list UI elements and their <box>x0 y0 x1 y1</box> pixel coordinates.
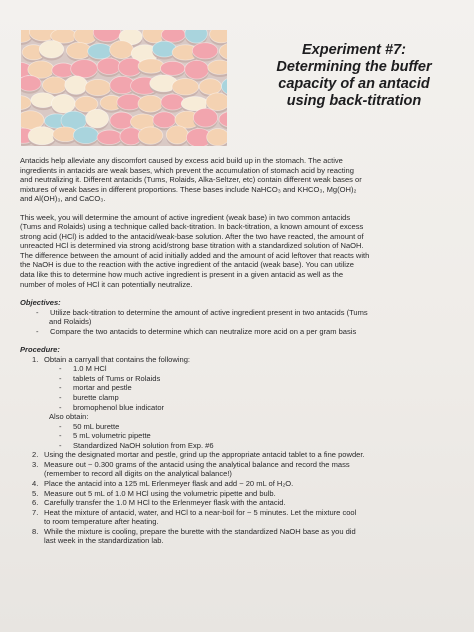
page-title <box>248 42 460 110</box>
antacid-tablets-photo <box>21 30 227 146</box>
also-obtain-list <box>20 422 458 451</box>
intro-line: and Al(OH)₃, and CaCO₃. <box>20 194 106 204</box>
procedure-step: 6. Carefully transfer the 1.0 M HCl to the Erlenmeyer flask with the antacid. <box>32 498 286 508</box>
list-item: - mortar and pestle <box>59 383 132 393</box>
procedure-heading: Procedure: <box>20 345 60 355</box>
procedure-steps-list <box>20 450 458 545</box>
list-item: - bromophenol blue indicator <box>59 402 165 412</box>
list-item: - 50 mL burette <box>59 421 120 431</box>
tablet-shape <box>138 127 163 146</box>
tablet-shape <box>73 127 98 146</box>
tablet-shape <box>210 30 227 45</box>
tablet-shape <box>39 41 63 61</box>
dash-bullet: - <box>59 373 62 383</box>
dash-bullet: - <box>59 383 62 393</box>
list-item: - 1.0 M HCl <box>59 364 107 374</box>
intro-line: mixtures of weak bases in different proportions. These bases include NaHCO₃ and KHCO₃, Mg(OH)₂ <box>20 184 357 194</box>
method-line: unreacted HCl is determined via strong acid/strong base titration with a standardized solution of NaOH. <box>20 241 364 251</box>
objective-item: - Utilize back-titration to determine the amount of active ingredient present in two antacids (Tums <box>36 307 368 317</box>
dash-bullet: - <box>59 364 62 374</box>
objectives-heading: Objectives: <box>20 298 61 308</box>
tablet-shape <box>97 58 121 77</box>
procedure-step-continued: to room temperature after heating. <box>44 517 159 527</box>
tablet-shape <box>192 43 218 62</box>
procedure-step: 8. While the mixture is cooling, prepare the burette with the standardized NaOH base as you did <box>32 526 356 536</box>
list-item: - Standardized NaOH solution from Exp. #6 <box>59 440 214 450</box>
procedure-step: 7. Heat the mixture of antacid, water, and HCl to a near-boil for ~ 5 minutes. Let the mixture cool <box>32 507 357 517</box>
intro-paragraph <box>20 156 458 204</box>
procedure-step: 4. Place the antacid into a 125 mL Erlenmeyer flask and add ~ 20 mL of H₂O. <box>32 478 294 488</box>
dash-bullet: - <box>59 440 62 450</box>
procedure-section <box>20 345 458 545</box>
tablet-shape <box>138 95 163 114</box>
method-line: the NaOH is due to the reaction with the active ingredient of the antacid (weak base). You can utilize <box>20 260 354 270</box>
procedure-step-continued: (remember to record all digits on the analytical balance!) <box>44 469 232 479</box>
intro-line: Antacids help alleviate any discomfort caused by excess acid build up in the stomach. The active <box>20 156 343 165</box>
title-line-1: Experiment #7: <box>302 42 406 58</box>
dash-bullet: - <box>59 402 62 412</box>
tablet-shape <box>161 94 184 112</box>
tablet-shape <box>21 76 41 94</box>
procedure-step: 5. Measure out 5 mL of 1.0 M HCl using the volumetric pipette and bulb. <box>32 488 276 498</box>
tablet-shape <box>166 126 188 146</box>
tablet-shape <box>219 43 227 62</box>
method-line: The difference between the amount of acid initially added and the amount of acid leftover that reacts with <box>20 250 370 260</box>
procedure-step: 1. Obtain a carryall that contains the following: <box>32 354 190 364</box>
tablet-shape <box>21 96 31 113</box>
method-line: data like this to determine how much active ingredient is present in a given antacid as well as the <box>20 270 344 280</box>
title-line-4: using back-titration <box>286 93 422 109</box>
method-line: number of moles of HCl it can potentially neutralize. <box>20 279 193 289</box>
antacid-tablets-illustration <box>21 30 227 146</box>
intro-line: ingredients in antacids are weak bases, which prevent the accumulation of stomach acid by reacting <box>20 165 354 175</box>
dash-bullet: - <box>36 307 39 317</box>
method-line: (Tums and Rolaids) using a technique called back-titration. In back-titration, a known amount of excess <box>20 222 364 232</box>
dash-bullet: - <box>59 421 62 431</box>
objective-item-continued: and Rolaids) <box>49 317 92 327</box>
procedure-step: 2. Using the designated mortar and pestle, grind up the appropriate antacid tablet to a fine powder. <box>32 450 365 460</box>
tablet-shape <box>219 111 227 130</box>
tablet-shape <box>65 76 88 97</box>
list-item: - 5 mL volumetric pipette <box>59 431 151 441</box>
tablet-shape <box>138 59 164 76</box>
tablet-shape <box>208 60 227 77</box>
dash-bullet: - <box>59 393 62 403</box>
list-item: - burette clamp <box>59 393 119 403</box>
method-line: This week, you will determine the amount of active ingredient (weak base) in two common antacids <box>20 212 351 222</box>
dash-bullet: - <box>59 431 62 441</box>
title-line-3: capacity of an antacid <box>278 76 430 92</box>
objective-item: - Compare the two antacids to determine which can neutralize more acid on a per gram basis <box>36 326 357 336</box>
tablet-shape <box>97 130 122 146</box>
objectives-section <box>20 298 458 336</box>
title-line-2: Determining the buffer <box>276 59 432 75</box>
also-obtain-label: Also obtain: <box>49 412 89 422</box>
tablet-shape <box>85 79 111 98</box>
procedure-step-continued: last week in the standardization lab. <box>44 536 164 546</box>
intro-line: and neutralizing it. Different antacids (Tums, Rolaids, Alka-Seltzer, etc) contain different weak bases or <box>20 175 362 185</box>
tablet-shape <box>193 108 217 129</box>
procedure-step: 3. Measure out ~ 0.300 grams of the antacid using the analytical balance and record the mass <box>32 459 350 469</box>
document-body <box>20 156 458 546</box>
tablet-shape <box>207 129 227 146</box>
list-item: - tablets of Tums or Rolaids <box>59 373 161 383</box>
method-line: strong acid (HCl) is added to the antacid/weak-base solution. After the two have reacted, the amount of <box>20 231 364 241</box>
dash-bullet: - <box>36 326 39 336</box>
carryall-list <box>20 364 458 412</box>
tablet-shape <box>28 127 56 146</box>
method-paragraph <box>20 213 458 289</box>
